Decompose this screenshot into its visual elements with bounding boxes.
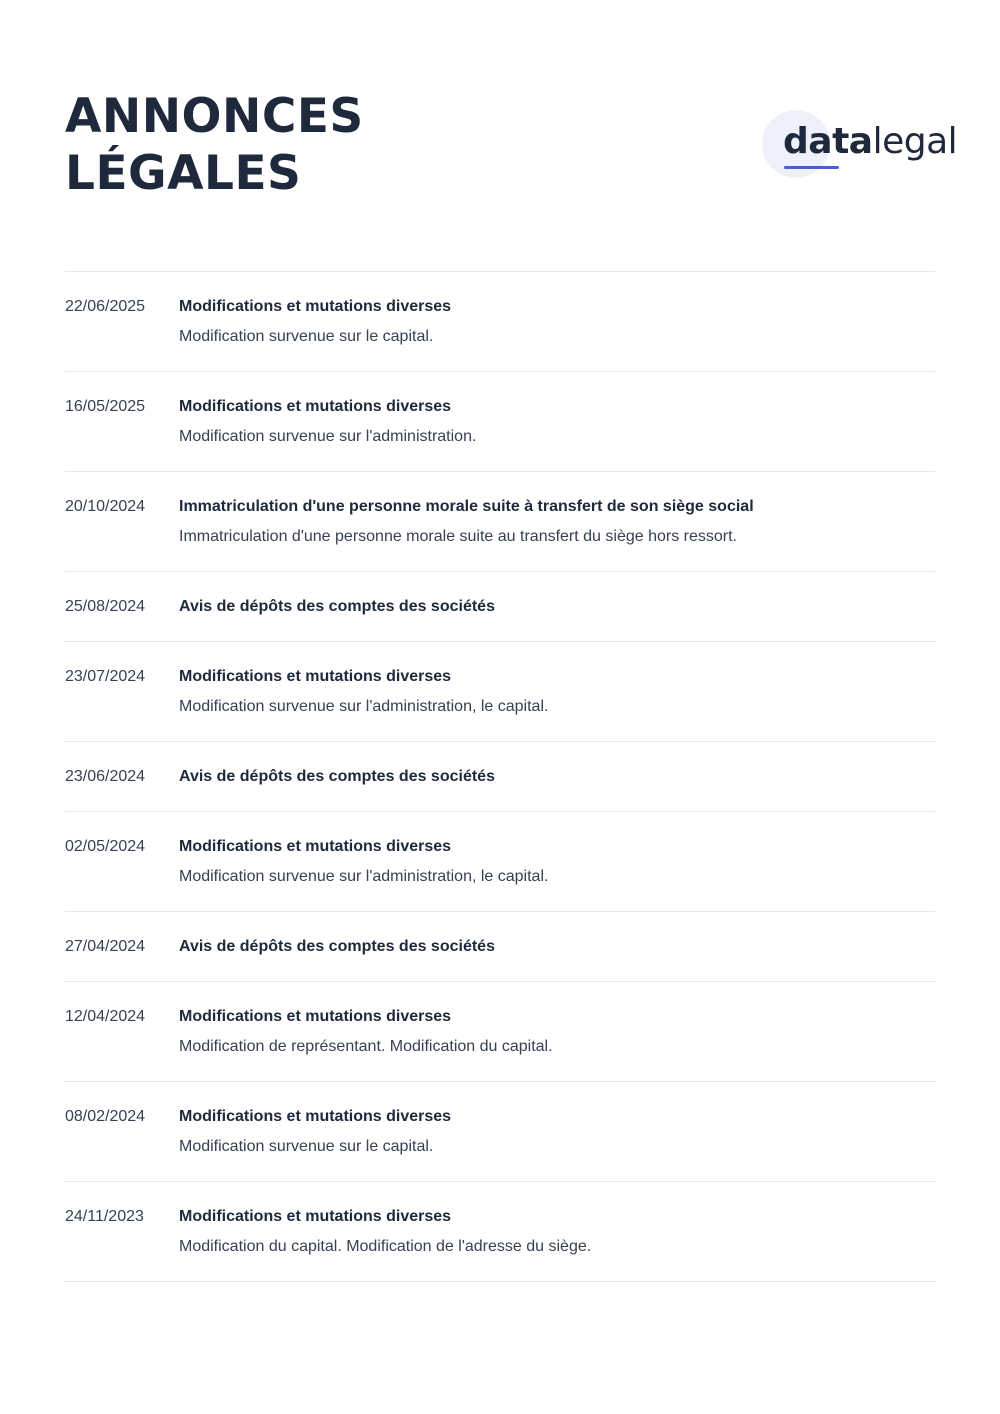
announcements-list — [65, 271, 935, 1282]
announcement-row — [65, 912, 935, 982]
announcement-title: Modifications et mutations diverses — [179, 668, 452, 685]
announcement-description: Modification survenue sur le capital. — [179, 328, 434, 345]
announcement-row — [65, 982, 935, 1082]
announcement-date: 23/07/2024 — [65, 668, 146, 685]
announcement-content — [179, 297, 935, 347]
announcement-title: Modifications et mutations diverses — [179, 1108, 452, 1125]
logo-underline — [784, 166, 839, 169]
announcement-date: 12/04/2024 — [65, 1008, 146, 1025]
logo-text-data: data — [783, 121, 873, 162]
announcement-row — [65, 742, 935, 812]
announcement-title: Modifications et mutations diverses — [179, 398, 452, 415]
announcement-date: 27/04/2024 — [65, 938, 146, 955]
announcement-date: 08/02/2024 — [65, 1108, 146, 1125]
announcement-content — [179, 837, 935, 887]
logo-text — [783, 120, 957, 164]
announcement-description: Modification du capital. Modification de l'adresse du siège. — [179, 1238, 592, 1255]
announcement-row — [65, 372, 935, 472]
announcement-title: Avis de dépôts des comptes des sociétés — [179, 938, 495, 955]
announcement-description: Modification survenue sur l'administration, le capital. — [179, 868, 549, 885]
announcement-title: Avis de dépôts des comptes des sociétés — [179, 768, 495, 785]
datalegal-logo — [762, 110, 958, 180]
announcement-content — [179, 1107, 935, 1157]
announcement-description: Immatriculation d'une personne morale suite au transfert du siège hors ressort. — [179, 528, 737, 545]
announcement-title: Modifications et mutations diverses — [179, 838, 452, 855]
announcement-row — [65, 642, 935, 742]
announcement-title: Modifications et mutations diverses — [179, 1008, 452, 1025]
announcement-content — [179, 597, 935, 617]
page-title-line-2: LÉGALES — [65, 146, 302, 201]
announcement-description: Modification survenue sur le capital. — [179, 1138, 434, 1155]
announcement-title: Avis de dépôts des comptes des sociétés — [179, 598, 495, 615]
announcement-date: 16/05/2025 — [65, 398, 146, 415]
announcement-title: Modifications et mutations diverses — [179, 1208, 452, 1225]
announcement-title: Immatriculation d'une personne morale suite à transfert de son siège social — [179, 498, 754, 515]
announcement-date: 24/11/2023 — [65, 1208, 144, 1225]
announcement-content — [179, 1207, 935, 1257]
announcement-content — [179, 497, 935, 547]
announcement-content — [179, 667, 935, 717]
announcement-row — [65, 812, 935, 912]
announcement-row — [65, 1182, 935, 1282]
announcement-row — [65, 572, 935, 642]
announcement-date: 23/06/2024 — [65, 768, 146, 785]
announcement-title: Modifications et mutations diverses — [179, 298, 452, 315]
announcement-row — [65, 472, 935, 572]
announcement-content — [179, 1007, 935, 1057]
announcement-date: 20/10/2024 — [65, 498, 146, 515]
announcement-date: 02/05/2024 — [65, 838, 146, 855]
announcement-content — [179, 767, 935, 787]
announcement-date: 25/08/2024 — [65, 598, 146, 615]
announcement-content — [179, 397, 935, 447]
announcement-row — [65, 1082, 935, 1182]
announcement-content — [179, 937, 935, 957]
announcement-date: 22/06/2025 — [65, 298, 146, 315]
announcement-description: Modification de représentant. Modification du capital. — [179, 1038, 553, 1055]
announcement-description: Modification survenue sur l'administration. — [179, 428, 477, 445]
logo-text-legal: legal — [872, 121, 958, 162]
page-title — [65, 88, 364, 202]
page-title-line-1: ANNONCES — [65, 89, 364, 144]
announcement-description: Modification survenue sur l'administration, le capital. — [179, 698, 549, 715]
announcement-row — [65, 272, 935, 372]
